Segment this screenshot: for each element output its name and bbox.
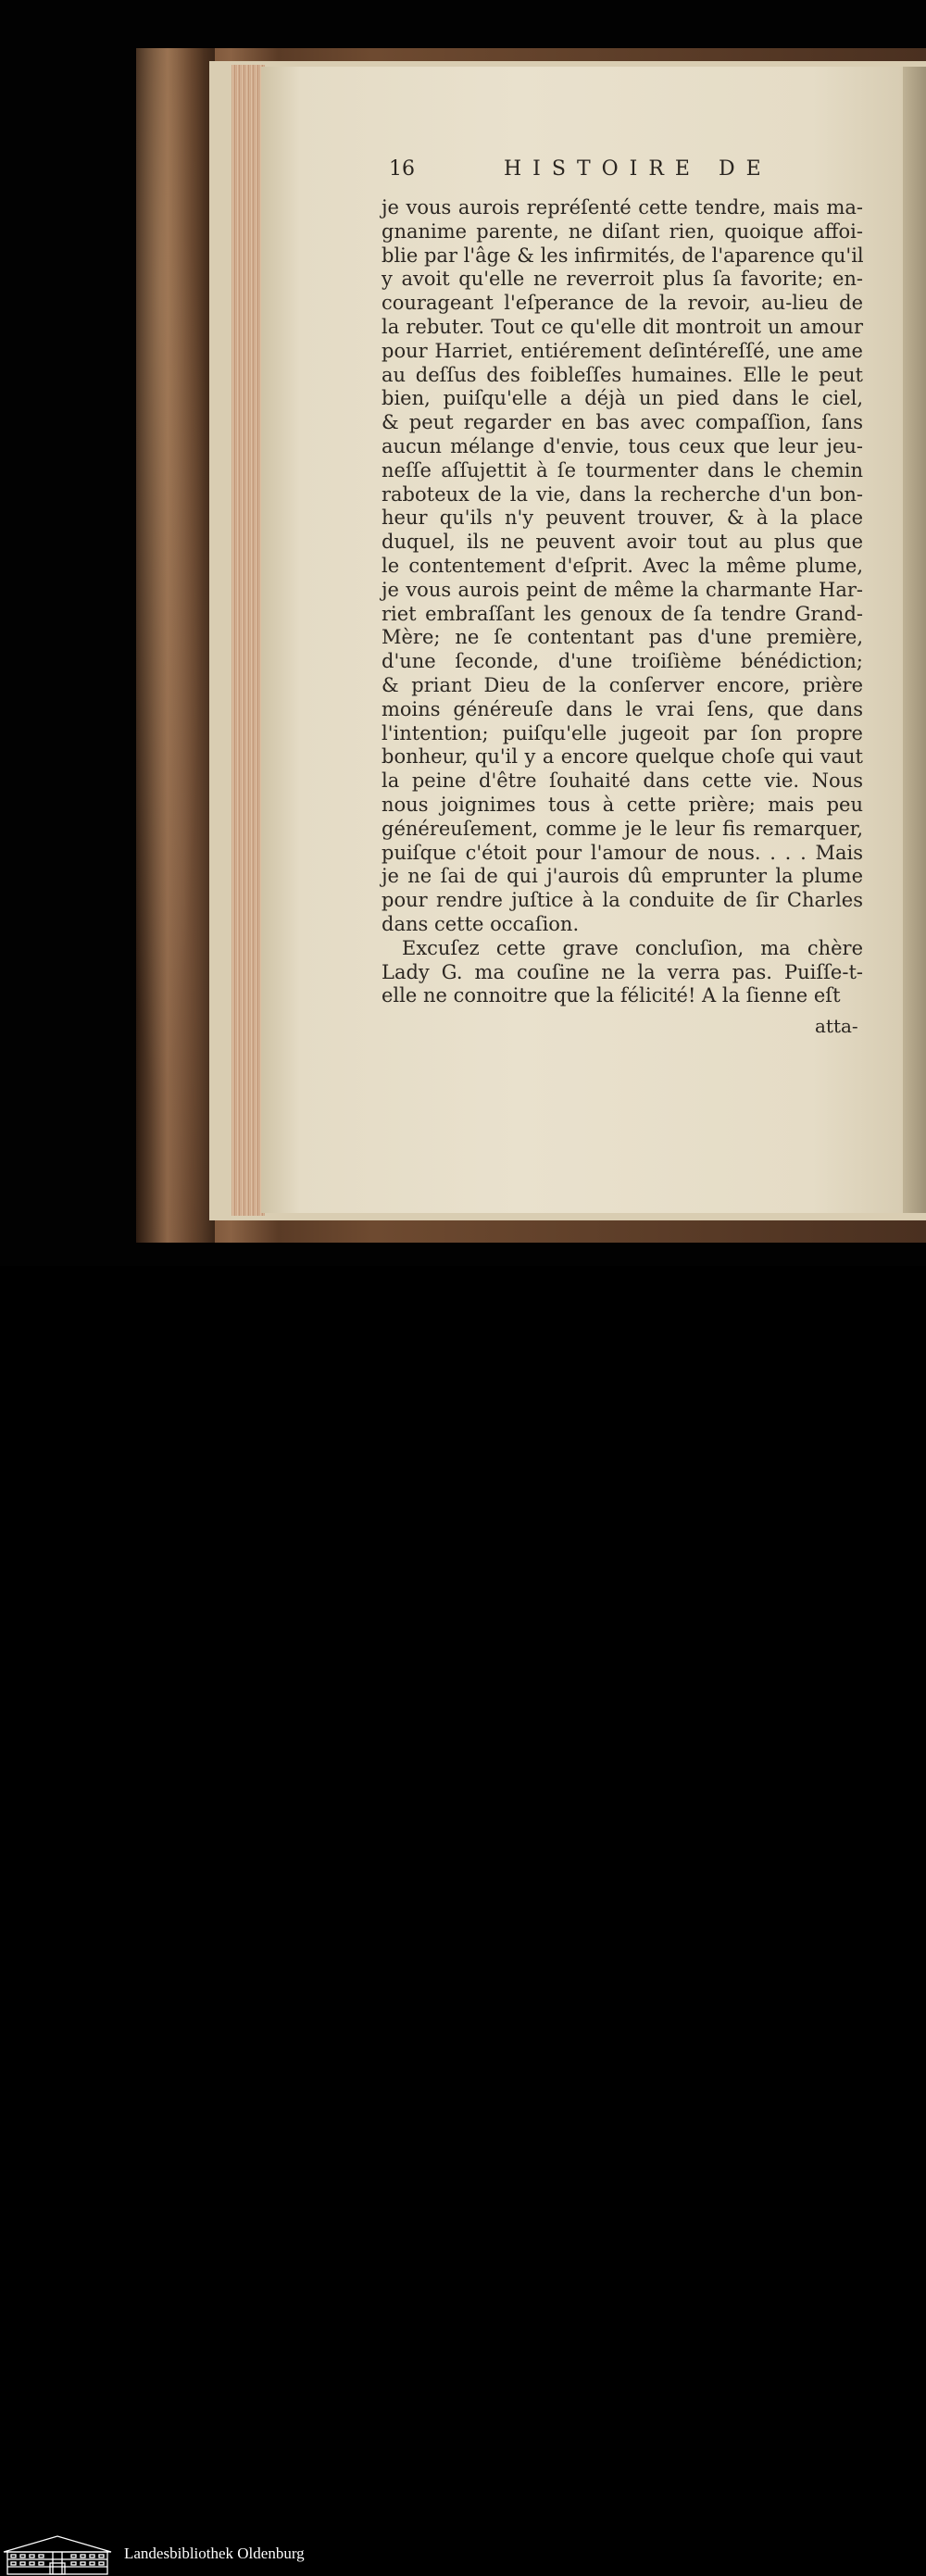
- text-line: neſſe aſſujettit à ſe tourmenter dans le chemin: [382, 458, 863, 481]
- page-number: 16: [389, 157, 415, 181]
- text-line: puiſque c'étoit pour l'amour de nous. . . . Mais: [382, 841, 863, 864]
- text-line: généreuſement, comme je le leur fis remarquer,: [382, 817, 863, 840]
- text-line: gnanime parente, ne diſant rien, quoique affoi-: [382, 219, 863, 243]
- library-building-icon: [2, 2533, 113, 2576]
- text-line: & peut regarder en bas avec compaſſion, ſans: [382, 411, 863, 434]
- text-line: bonheur, qu'il y a encore quelque choſe qui vaut: [382, 745, 863, 769]
- text-line: pour rendre juſtice à la conduite de ſir Charles: [382, 889, 863, 912]
- leather-binding: [136, 48, 215, 1243]
- text-line: & priant Dieu de la conſerver encore, prière: [382, 673, 863, 696]
- text-line: bien, puiſqu'elle a déjà un pied dans le ciel,: [382, 387, 863, 410]
- text-line: je vous aurois repréſenté cette tendre, mais ma-: [382, 196, 863, 219]
- text-line: courageant l'eſperance de la revoir, au-lieu de: [382, 292, 863, 315]
- text-line: la rebuter. Tout ce qu'elle dit montroit un amour: [382, 315, 863, 338]
- body-text: [382, 196, 863, 1008]
- text-line: la peine d'être ſouhaité dans cette vie. Nous: [382, 769, 863, 793]
- text-line: blie par l'âge & les infirmités, de l'aparence qu'il: [382, 244, 864, 267]
- text-line: Mère; ne ſe contentant pas d'une première,: [382, 626, 863, 649]
- text-line: elle ne connoitre que la félicité! A la ſienne eſt: [382, 984, 841, 1007]
- page-edges: [232, 65, 265, 1216]
- text-line: nous joignimes tous à cette prière; mais peu: [382, 793, 863, 816]
- text-line: je vous aurois peint de même la charmante Har-: [382, 578, 863, 601]
- text-line: je ne ſai de qui j'aurois dû emprunter la plume: [382, 865, 863, 888]
- text-line: pour Harriet, entiérement deſintéreſſé, une ame: [382, 339, 863, 362]
- text-line: le contentement d'eſprit. Avec la même plume,: [382, 554, 863, 577]
- page-gutter: [903, 67, 926, 1213]
- text-line: Lady G. ma couſine ne la verra pas. Puiſſe-t-: [382, 960, 863, 983]
- text-line: au deſſus des foibleſſes humaines. Elle le peut: [382, 363, 863, 386]
- text-line: l'intention; puiſqu'elle jugeoit par ſon propre: [382, 721, 863, 744]
- scan-area: [0, 0, 926, 1266]
- text-line: d'une ſeconde, d'une troiſième bénédiction;: [382, 650, 863, 673]
- catchword: atta-: [815, 1015, 858, 1037]
- text-line: y avoit qu'elle ne reverroit plus ſa favorite; en-: [382, 268, 863, 291]
- footer-bar: [0, 1266, 926, 2562]
- text-line: duquel, ils ne peuvent avoir tout au plus que: [382, 531, 863, 554]
- text-line: aucun mélange d'envie, tous ceux que leur jeu-: [382, 434, 863, 457]
- text-line: moins généreuſe dans le vrai ſens, que dans: [382, 697, 863, 720]
- text-line: dans cette occaſion.: [382, 912, 580, 935]
- running-title: HISTOIRE DE: [504, 157, 772, 181]
- text-line: Excuſez cette grave concluſion, ma chère: [402, 936, 863, 959]
- text-line: riet embraſſant les genoux de ſa tendre Grand-: [382, 602, 863, 625]
- running-head: [389, 157, 861, 189]
- text-line: raboteux de la vie, dans la recherche d'un bon-: [382, 482, 863, 506]
- library-name: Landesbibliothek Oldenburg: [124, 2545, 305, 2562]
- text-line: heur qu'ils n'y peuvent trouver, & à la place: [382, 506, 863, 530]
